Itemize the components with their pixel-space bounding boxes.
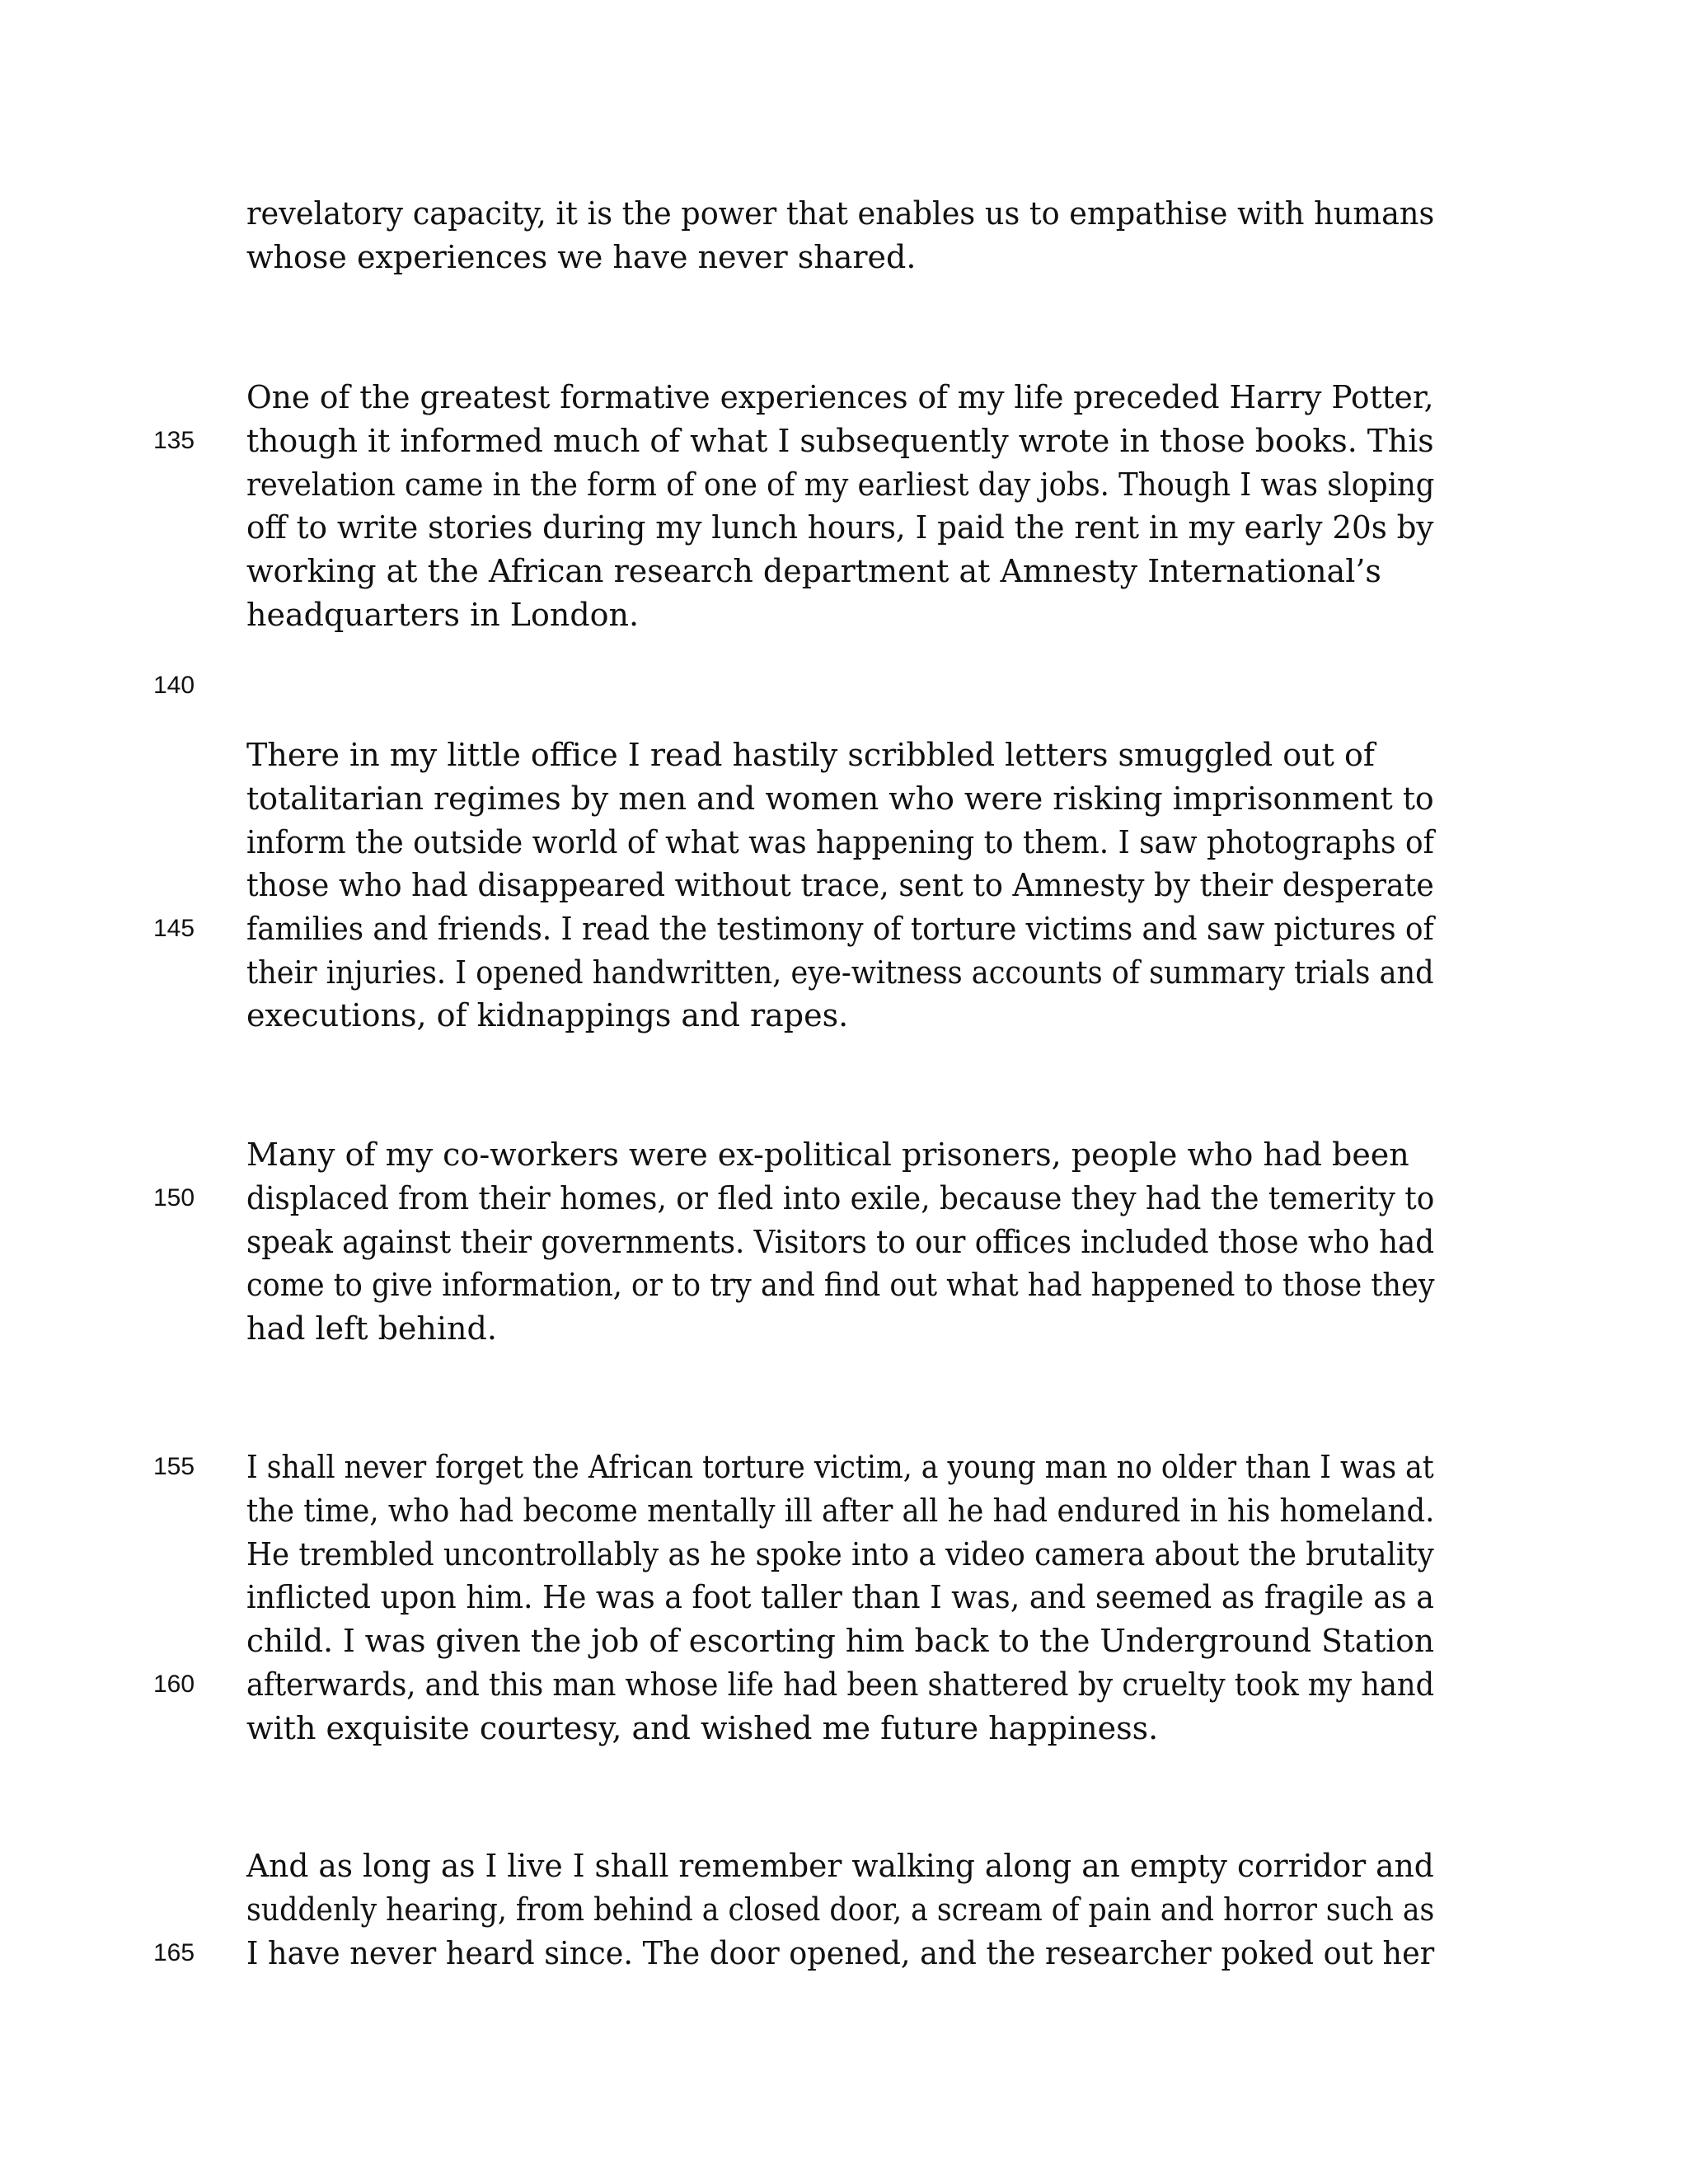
text-line: had left behind. (246, 1310, 497, 1347)
text-line: I shall never forget the African torture victim, a young man no older than I was at (246, 1449, 1434, 1485)
text-line: the time, who had become mentally ill after all he had endured in his homeland. (246, 1493, 1435, 1529)
line-number: 135 (153, 427, 195, 454)
text-line: those who had disappeared without trace, sent to Amnesty by their desperate (246, 867, 1434, 903)
text-line: come to give information, or to try and find out what had happened to those they (246, 1267, 1435, 1303)
text-line: afterwards, and this man whose life had been shattered by cruelty took my hand (246, 1666, 1435, 1703)
text-line: inflicted upon him. He was a foot taller than I was, and seemed as fragile as a (246, 1579, 1434, 1615)
line-number: 145 (153, 915, 195, 942)
text-line: whose experiences we have never shared. (246, 239, 917, 275)
text-line: totalitarian regimes by men and women who were risking imprisonment to (246, 780, 1434, 817)
text-line: executions, of kidnappings and rapes. (246, 997, 849, 1033)
text-line: speak against their governments. Visitors to our offices included those who had (246, 1224, 1435, 1260)
text-line: their injuries. I opened handwritten, eye-witness accounts of summary trials and (246, 954, 1434, 991)
text-line: There in my little office I read hastily scribbled letters smuggled out of (246, 737, 1375, 773)
text-line: though it informed much of what I subsequently wrote in those books. This (246, 423, 1434, 459)
text-line: He trembled uncontrollably as he spoke into a video camera about the brutality (246, 1536, 1434, 1572)
text-line: displaced from their homes, or fled into exile, because they had the temerity to (246, 1180, 1435, 1216)
text-line: And as long as I live I shall remember walking along an empty corridor and (246, 1848, 1434, 1884)
line-number: 150 (153, 1184, 195, 1212)
text-line: revelation came in the form of one of my earliest day jobs. Though I was sloping (246, 466, 1435, 503)
text-line: headquarters in London. (246, 597, 640, 633)
text-line: suddenly hearing, from behind a closed door, a scream of pain and horror such as (246, 1891, 1435, 1928)
text-line: Many of my co-workers were ex-political prisoners, people who had been (246, 1137, 1409, 1173)
line-number: 165 (153, 1939, 195, 1966)
line-number: 155 (153, 1453, 195, 1480)
text-line: One of the greatest formative experiences of my life preceded Harry Potter, (246, 379, 1434, 415)
text-line: off to write stories during my lunch hours, I paid the rent in my early 20s by (246, 509, 1434, 546)
text-line: child. I was given the job of escorting him back to the Underground Station (246, 1623, 1435, 1659)
text-line: families and friends. I read the testimony of torture victims and saw pictures of (246, 911, 1434, 947)
text-line: revelatory capacity, it is the power that enables us to empathise with humans (246, 195, 1435, 232)
text-line: working at the African research department at Amnesty International’s (246, 553, 1381, 589)
text-line: I have never heard since. The door opened, and the researcher poked out her (246, 1935, 1435, 1971)
text-line: with exquisite courtesy, and wished me future happiness. (246, 1710, 1159, 1746)
line-number: 160 (153, 1671, 195, 1698)
text-line: inform the outside world of what was happening to them. I saw photographs of (246, 824, 1434, 860)
line-number: 140 (153, 672, 195, 699)
